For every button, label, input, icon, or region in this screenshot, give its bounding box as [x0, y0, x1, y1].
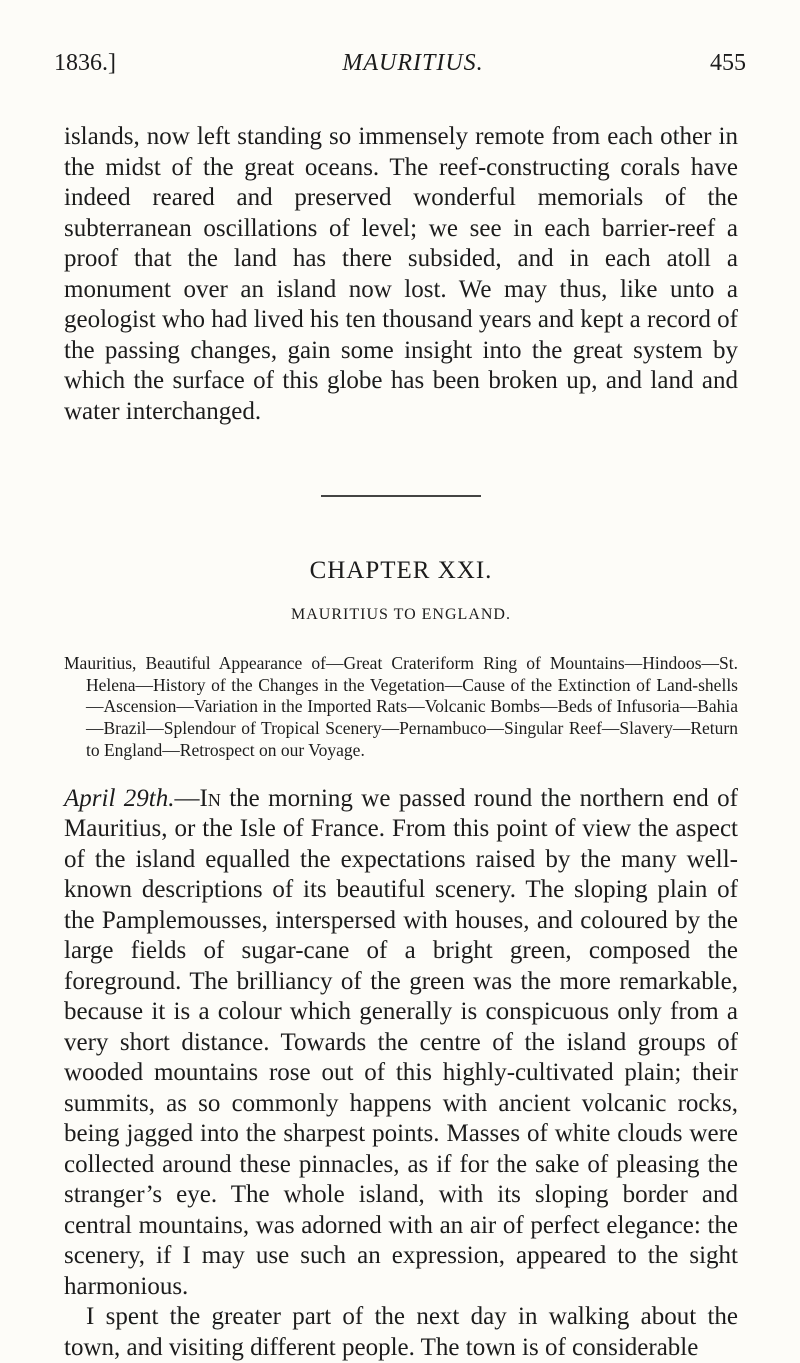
chapter-subtitle: MAURITIUS TO ENGLAND.: [291, 606, 511, 623]
paragraph-text: the morning we passed round the northern end of Mauritius, or the Isle of France. From this point of view the aspect of the island equalled the expectations raised by the many well-known descriptions of its beautiful scenery. The sloping plain of the Pamplemousses, interspersed with houses, and coloured by the large fields of sugar-cane of a bright green, composed the foreground. The brilliancy of the green was the more remarkable, because it is a colour which generally is conspicuous only from a very short distance. Towards the centre of the island groups of wooded mountains rose out of this highly-cultivated plain; their summits, as so commonly happens with ancient volcanic rocks, being jagged into the sharpest points. Masses of white clouds were collected around these pinnacles, as if for the sake of pleasing the stranger’s eye. The whole island, with its sloping border and central mountains, was adorned with an air of perfect elegance: the scenery, if I may use such an expression, appeared to the sight harmonious.: [64, 784, 738, 1300]
section-divider-rule: [321, 495, 481, 497]
header-title: MAURITIUS.: [342, 50, 484, 76]
paragraph-next-day: I spent the greater part of the next day in walking about the town, and visiting different people. The town is of considerable: [64, 1303, 738, 1361]
running-header: [54, 48, 746, 78]
chapter-title: CHAPTER XXI.: [309, 557, 493, 584]
paragraph-april-29: [64, 784, 738, 1303]
chapter-synopsis: Mauritius, Beautiful Appearance of—Great Crateriform Ring of Mountains—Hindoos—St. Helena—History of the Changes in the Vegetation—Cause of the Extinction of Land-shells—Ascension—Variation in the Imported Rats—Volcanic Bombs—Beds of Infusoria—Bahia—Brazil—Splendour of Tropical Scenery—Pernambuco—Singular Reef—Slavery—Return to England—Retrospect on our Voyage.: [64, 653, 738, 760]
header-year: 1836.]: [54, 50, 116, 76]
lead-word: In: [199, 784, 221, 812]
date-dash: —: [174, 784, 200, 812]
paragraph-continued: islands, now left standing so immensely remote from each other in the midst of the great oceans. The reef-constructing corals have indeed reared and preserved wonderful memorials of the subterranean oscillations of level; we see in each barrier-reef a proof that the land has there subsided, and in each atoll a monument over an island now lost. We may thus, like unto a geologist who had lived his ten thousand years and kept a record of the passing changes, gain some insight into the great system by which the surface of this globe has been broken up, and land and water interchanged.: [64, 123, 738, 425]
entry-date: April 29th.: [64, 784, 175, 812]
page-number: 455: [710, 50, 746, 76]
